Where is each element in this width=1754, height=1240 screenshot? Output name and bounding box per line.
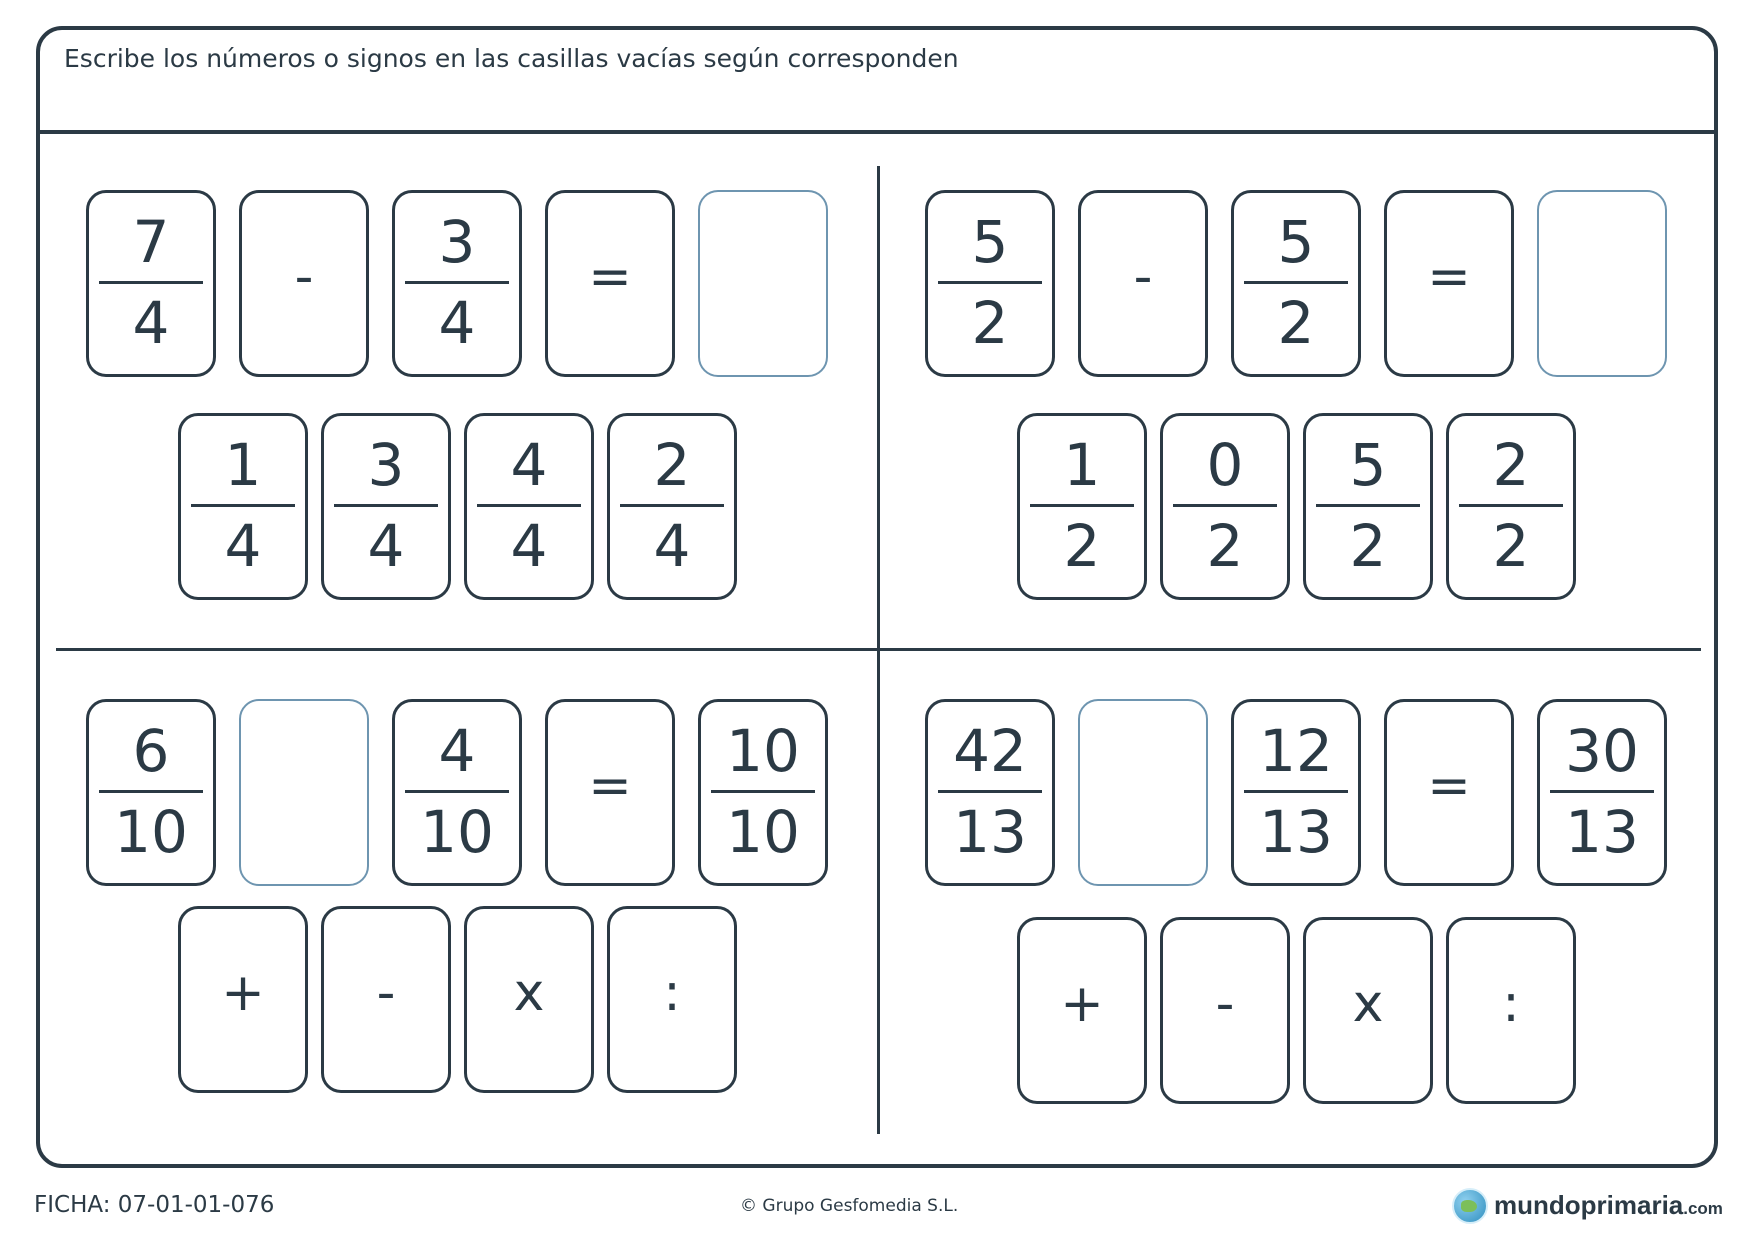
operator-option-tile[interactable] bbox=[607, 906, 737, 1093]
globe-icon bbox=[1452, 1188, 1488, 1224]
operator-symbol: - bbox=[1215, 974, 1235, 1034]
fraction-bar bbox=[1459, 504, 1563, 507]
numerator: 42 bbox=[953, 717, 1027, 785]
fraction bbox=[1306, 416, 1430, 597]
denominator: 10 bbox=[420, 798, 494, 866]
fraction-tile bbox=[392, 699, 522, 886]
denominator: 2 bbox=[1063, 512, 1101, 580]
denominator: 4 bbox=[653, 512, 691, 580]
fraction bbox=[928, 702, 1052, 883]
fraction bbox=[1540, 702, 1664, 883]
operator-tile bbox=[545, 699, 675, 886]
fraction-bar bbox=[99, 790, 203, 793]
numerator: 10 bbox=[726, 717, 800, 785]
operator-symbol: = bbox=[1427, 247, 1471, 307]
denominator: 2 bbox=[1277, 289, 1315, 357]
fraction-bar bbox=[99, 281, 203, 284]
blank-answer-box[interactable] bbox=[239, 699, 369, 886]
operator-symbol: x bbox=[1352, 974, 1384, 1034]
fraction bbox=[610, 416, 734, 597]
fraction-bar bbox=[1030, 504, 1134, 507]
numerator: 4 bbox=[510, 431, 548, 499]
denominator: 10 bbox=[114, 798, 188, 866]
numerator: 1 bbox=[1063, 431, 1101, 499]
operator-option-tile[interactable] bbox=[1017, 917, 1147, 1104]
horizontal-divider bbox=[56, 648, 1701, 651]
operator-symbol: - bbox=[1133, 247, 1153, 307]
numerator: 7 bbox=[132, 208, 170, 276]
numerator: 5 bbox=[1349, 431, 1387, 499]
numerator: 2 bbox=[653, 431, 691, 499]
fraction-bar bbox=[477, 504, 581, 507]
denominator: 4 bbox=[438, 289, 476, 357]
fraction bbox=[928, 193, 1052, 374]
operator-symbol: x bbox=[513, 963, 545, 1023]
fraction-option-tile[interactable] bbox=[1446, 413, 1576, 600]
fraction bbox=[467, 416, 591, 597]
blank-answer-box[interactable] bbox=[1078, 699, 1208, 886]
fraction-option-tile[interactable] bbox=[1160, 413, 1290, 600]
fraction-bar bbox=[620, 504, 724, 507]
fraction bbox=[89, 193, 213, 374]
operator-symbol: + bbox=[221, 963, 265, 1023]
fraction-option-tile[interactable] bbox=[464, 413, 594, 600]
fraction-tile bbox=[86, 190, 216, 377]
blank-answer-box[interactable] bbox=[698, 190, 828, 377]
fraction-tile bbox=[1537, 699, 1667, 886]
numerator: 0 bbox=[1206, 431, 1244, 499]
fraction-tile bbox=[392, 190, 522, 377]
fraction-bar bbox=[938, 281, 1042, 284]
denominator: 4 bbox=[367, 512, 405, 580]
fraction bbox=[181, 416, 305, 597]
numerator: 30 bbox=[1565, 717, 1639, 785]
denominator: 13 bbox=[1259, 798, 1333, 866]
numerator: 4 bbox=[438, 717, 476, 785]
denominator: 2 bbox=[971, 289, 1009, 357]
fraction bbox=[324, 416, 448, 597]
instruction-text: Escribe los números o signos en las casillas vacías según corresponden bbox=[64, 44, 959, 73]
brand-text bbox=[1494, 1190, 1723, 1221]
denominator: 10 bbox=[726, 798, 800, 866]
numerator: 5 bbox=[971, 208, 1009, 276]
fraction-tile bbox=[1231, 699, 1361, 886]
fraction bbox=[1020, 416, 1144, 597]
denominator: 4 bbox=[224, 512, 262, 580]
operator-symbol: : bbox=[663, 963, 681, 1023]
numerator: 5 bbox=[1277, 208, 1315, 276]
operator-option-tile[interactable] bbox=[1303, 917, 1433, 1104]
fraction bbox=[395, 193, 519, 374]
brand-tld: .com bbox=[1683, 1199, 1723, 1218]
fraction bbox=[1234, 193, 1358, 374]
denominator: 13 bbox=[1565, 798, 1639, 866]
operator-symbol: = bbox=[1427, 756, 1471, 816]
copyright-text: © Grupo Gesfomedia S.L. bbox=[740, 1196, 959, 1216]
fraction-option-tile[interactable] bbox=[607, 413, 737, 600]
fraction bbox=[1449, 416, 1573, 597]
fraction-bar bbox=[191, 504, 295, 507]
blank-answer-box[interactable] bbox=[1537, 190, 1667, 377]
numerator: 3 bbox=[438, 208, 476, 276]
operator-option-tile[interactable] bbox=[1446, 917, 1576, 1104]
fraction-tile bbox=[698, 699, 828, 886]
fraction bbox=[1163, 416, 1287, 597]
operator-tile bbox=[239, 190, 369, 377]
fraction-tile bbox=[1231, 190, 1361, 377]
header-divider bbox=[36, 130, 1718, 134]
numerator: 6 bbox=[132, 717, 170, 785]
denominator: 13 bbox=[953, 798, 1027, 866]
fraction-bar bbox=[1244, 790, 1348, 793]
fraction bbox=[89, 702, 213, 883]
operator-symbol: : bbox=[1502, 974, 1520, 1034]
fraction-tile bbox=[925, 190, 1055, 377]
fraction bbox=[1234, 702, 1358, 883]
fraction-bar bbox=[334, 504, 438, 507]
fraction-bar bbox=[1550, 790, 1654, 793]
fraction-bar bbox=[938, 790, 1042, 793]
operator-option-tile[interactable] bbox=[321, 906, 451, 1093]
operator-symbol: = bbox=[588, 247, 632, 307]
fraction-bar bbox=[405, 281, 509, 284]
fraction-option-tile[interactable] bbox=[178, 413, 308, 600]
numerator: 2 bbox=[1492, 431, 1530, 499]
fraction-bar bbox=[1316, 504, 1420, 507]
operator-symbol: + bbox=[1060, 974, 1104, 1034]
operator-symbol: = bbox=[588, 756, 632, 816]
fraction bbox=[701, 702, 825, 883]
operator-tile bbox=[1384, 190, 1514, 377]
fraction-bar bbox=[711, 790, 815, 793]
denominator: 4 bbox=[510, 512, 548, 580]
numerator: 12 bbox=[1259, 717, 1333, 785]
fraction-bar bbox=[405, 790, 509, 793]
denominator: 2 bbox=[1492, 512, 1530, 580]
fraction-tile bbox=[925, 699, 1055, 886]
denominator: 2 bbox=[1206, 512, 1244, 580]
denominator: 2 bbox=[1349, 512, 1387, 580]
operator-tile bbox=[545, 190, 675, 377]
fraction-option-tile[interactable] bbox=[1303, 413, 1433, 600]
denominator: 4 bbox=[132, 289, 170, 357]
fraction-tile bbox=[86, 699, 216, 886]
operator-tile bbox=[1384, 699, 1514, 886]
ficha-code: FICHA: 07-01-01-076 bbox=[34, 1192, 275, 1218]
operator-option-tile[interactable] bbox=[464, 906, 594, 1093]
fraction-bar bbox=[1173, 504, 1277, 507]
fraction-bar bbox=[1244, 281, 1348, 284]
operator-tile bbox=[1078, 190, 1208, 377]
brand-name: mundoprimaria bbox=[1494, 1190, 1684, 1220]
operator-symbol: - bbox=[376, 963, 396, 1023]
operator-option-tile[interactable] bbox=[1160, 917, 1290, 1104]
numerator: 3 bbox=[367, 431, 405, 499]
fraction-option-tile[interactable] bbox=[1017, 413, 1147, 600]
fraction bbox=[395, 702, 519, 883]
operator-symbol: - bbox=[294, 247, 314, 307]
fraction-option-tile[interactable] bbox=[321, 413, 451, 600]
operator-option-tile[interactable] bbox=[178, 906, 308, 1093]
numerator: 1 bbox=[224, 431, 262, 499]
